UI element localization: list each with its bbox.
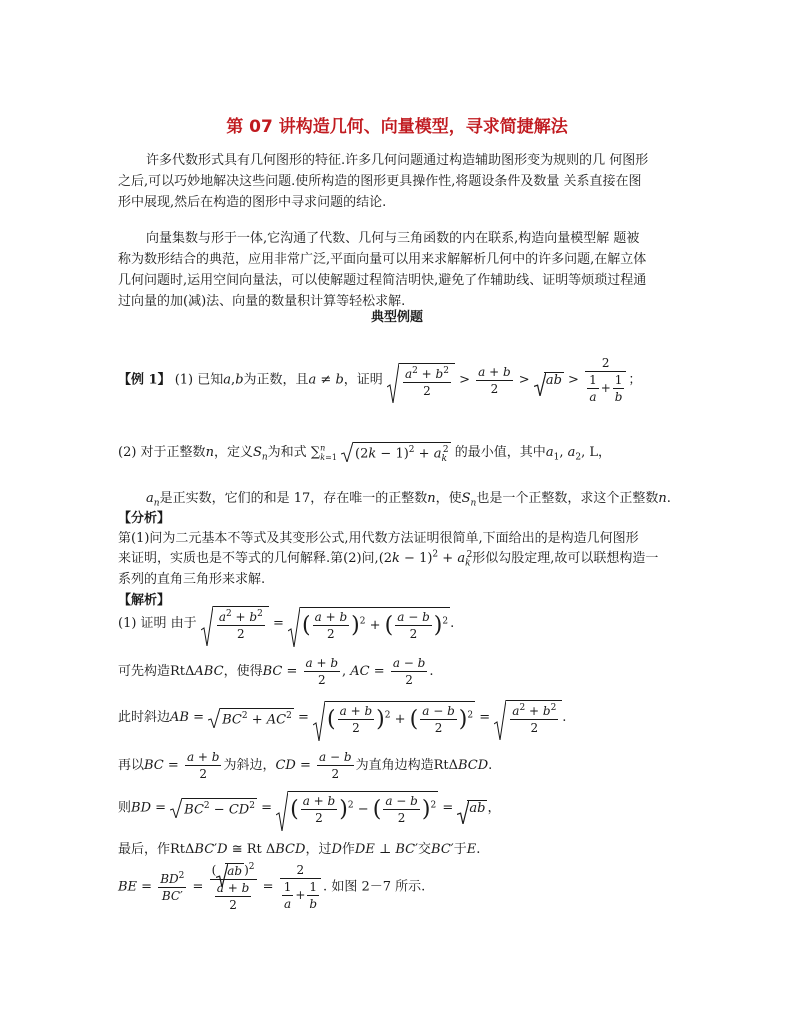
solution-step-4-text-b: 为斜边， — [223, 758, 276, 773]
solution-step-5: 则BD = $BC^2 - CD^2$ = ( $\frac{a + b}{2}$ )$^2$ − ( $\frac{a - b}{2}$ )$^2$ = ab ， — [118, 791, 500, 825]
example-part1: 【例 1】 (1) 已知a,b为正数，且a ≠ b，证明 $\frac{a^2 + b^2}{2}$ > $\frac{a + b}{2}$ > ab > 2 $\frac{1}{a}$ + $\frac{1}{b}$ ； — [118, 356, 642, 404]
solution-label: 【解析】 — [118, 593, 171, 608]
intro-line-1: 许多代数形式具有几何图形的特征.许多几何问题通过构造辅助图形变为规则的几 何图形 — [146, 153, 649, 168]
solution-step-4: 再以BC = $\frac{a + b}{2}$ 为斜边，CD = $\frac{a - b}{2}$ 为直角边构造RtΔBCD. — [118, 750, 493, 781]
intro2-line-4: 过向量的加(减)法、向量的数量积计算等轻松求解. — [118, 294, 406, 309]
solution-step-6-text-d: 交 — [418, 842, 432, 857]
solution-step-6-text-b: ，过 — [305, 842, 332, 857]
solution-step-7: BE = $\frac{BD^2}{BC'}$ = ( ab )$^2$ $\frac{a + b}{2}$ = 2 $\frac{1}{a}$ + $\frac{1}{b}$ . 如图 2－7 所示. — [118, 862, 426, 912]
example-part1-text-b: 为正数，且 — [243, 372, 309, 388]
solution-step-2-text-b: ，使得 — [223, 664, 263, 679]
example-part2-text-d: 的最小值，其中 — [454, 445, 546, 460]
example-label: 【例 1】 — [118, 372, 171, 388]
analysis-line-2: 来证明，实质也是不等式的几何解释.第(2)问$,(2k - 1)^2 + a_k^2$形似勾股定理,故可以联想构造一 — [118, 549, 659, 569]
solution-step-6-text-c: 作 — [341, 842, 355, 857]
analysis-line-1: 第(1)问为二元基本不等式及其变形公式,用代数方法证明很简单,下面给出的是构造几何图形 — [118, 531, 639, 546]
solution-step-6-text-e: 于 — [453, 842, 467, 857]
intro-line-3: 形中展现,然后在构造的图形中寻求问题的结论. — [118, 195, 387, 210]
sqrt-mean-expr: $\frac{a^2 + b^2}{2}$ — [387, 363, 455, 398]
solution-step-3: 此时斜边AB = $BC^2 + AC^2$ = ( $\frac{a + b}{2}$ )$^2$ + ( $\frac{a - b}{2}$ )$^2$ = $\frac{a^2 + b^2}{2}$ . — [118, 700, 566, 735]
analysis-line-2-text-b: 形似勾股定理,故可以联想构造一 — [472, 551, 659, 566]
solution-step-4-text-a: 再以 — [118, 758, 145, 773]
intro-line-2: 之后,可以巧妙地解决这些问题.使所构造的图形更具操作性,将题设条件及数量 关系直接在图 — [118, 174, 642, 189]
solution-step-2-text-a: 可先构造 — [118, 664, 171, 679]
example-part2-text-a: (2) 对于正整数 — [118, 445, 206, 460]
solution-step-5-text: 则 — [118, 800, 132, 816]
example-part2: (2) 对于正整数n，定义$S_n$为和式 ∑$^n_{k=1}$ $(2k - 1)^2 + a_k^2$ 的最小值，其中$a_1$, $a_2$, L， — [118, 441, 611, 463]
analysis-line-3: 系列的直角三角形来求解. — [118, 572, 266, 587]
example-part2-line2-text: 是正实数，它们的和是 17，存在唯一的正整数 — [159, 491, 428, 506]
solution-step-6: 最后，作RtΔBC′D ≅ Rt ΔBCD，过D作DE ⊥ BC′交BC′于E. — [118, 842, 481, 857]
example-part2-line2-text-c: 也是一个正整数，求这个正整数 — [476, 491, 659, 506]
solution-step-4-text-c: 为直角边构造 — [355, 758, 434, 773]
example-part1-text-c: ，证明 — [343, 372, 383, 388]
section-heading: 典型例题 — [370, 310, 423, 325]
solution-step-1-text: (1) 证明 由于 — [118, 616, 197, 631]
solution-step-2: 可先构造RtΔABC，使得BC = $\frac{a + b}{2}$ , AC = $\frac{a - b}{2}$ . — [118, 656, 434, 687]
example-part2-line2-text-b: ，使 — [435, 491, 462, 506]
example-part1-text-a: (1) 已知 — [174, 372, 224, 388]
analysis-label: 【分析】 — [118, 511, 171, 526]
solution-step-1: (1) 证明 由于 $\frac{a^2 + b^2}{2}$ = ( $\frac{a + b}{2}$ )$^2$ + ( $\frac{a - b}{2}$ )$^2$ . — [118, 606, 454, 641]
intro2-line-2: 称为数形结合的典范，应用非常广泛,平面向量可以用来求解解析几何中的许多问题,在解立体 — [118, 252, 647, 267]
analysis-line-2-text-a: 来证明，实质也是不等式的几何解释.第(2)问, — [118, 551, 379, 566]
example-part2-text-e: ， — [597, 445, 611, 460]
example-part2-text-b: ，定义 — [213, 445, 253, 460]
example-part2-text-c: 为和式 — [267, 445, 307, 460]
solution-step-7-text-a: 如图 — [331, 879, 358, 895]
intro2-line-3: 几何问题时,运用空间向量法，可以使解题过程简洁明快,避免了作辅助线、证明等烦琐过程通 — [118, 273, 647, 288]
solution-step-6-text-a: 最后，作 — [118, 842, 171, 857]
page-title: 第 07 讲构造几何、向量模型，寻求简捷解法 — [226, 117, 568, 137]
solution-step-3-text: 此时斜边 — [118, 710, 171, 725]
solution-step-7-text-c: 所示. — [395, 879, 426, 895]
solution-figure-ref: 2－7 — [361, 879, 392, 895]
intro2-line-1: 向量集数与形于一体,它沟通了代数、几何与三角函数的内在联系,构造向量模型解 题被 — [146, 231, 640, 246]
example-part2-line2: $a_n$是正实数，它们的和是 17，存在唯一的正整数n，使$S_n$也是一个正整数，求这个正整数n. — [146, 491, 671, 509]
